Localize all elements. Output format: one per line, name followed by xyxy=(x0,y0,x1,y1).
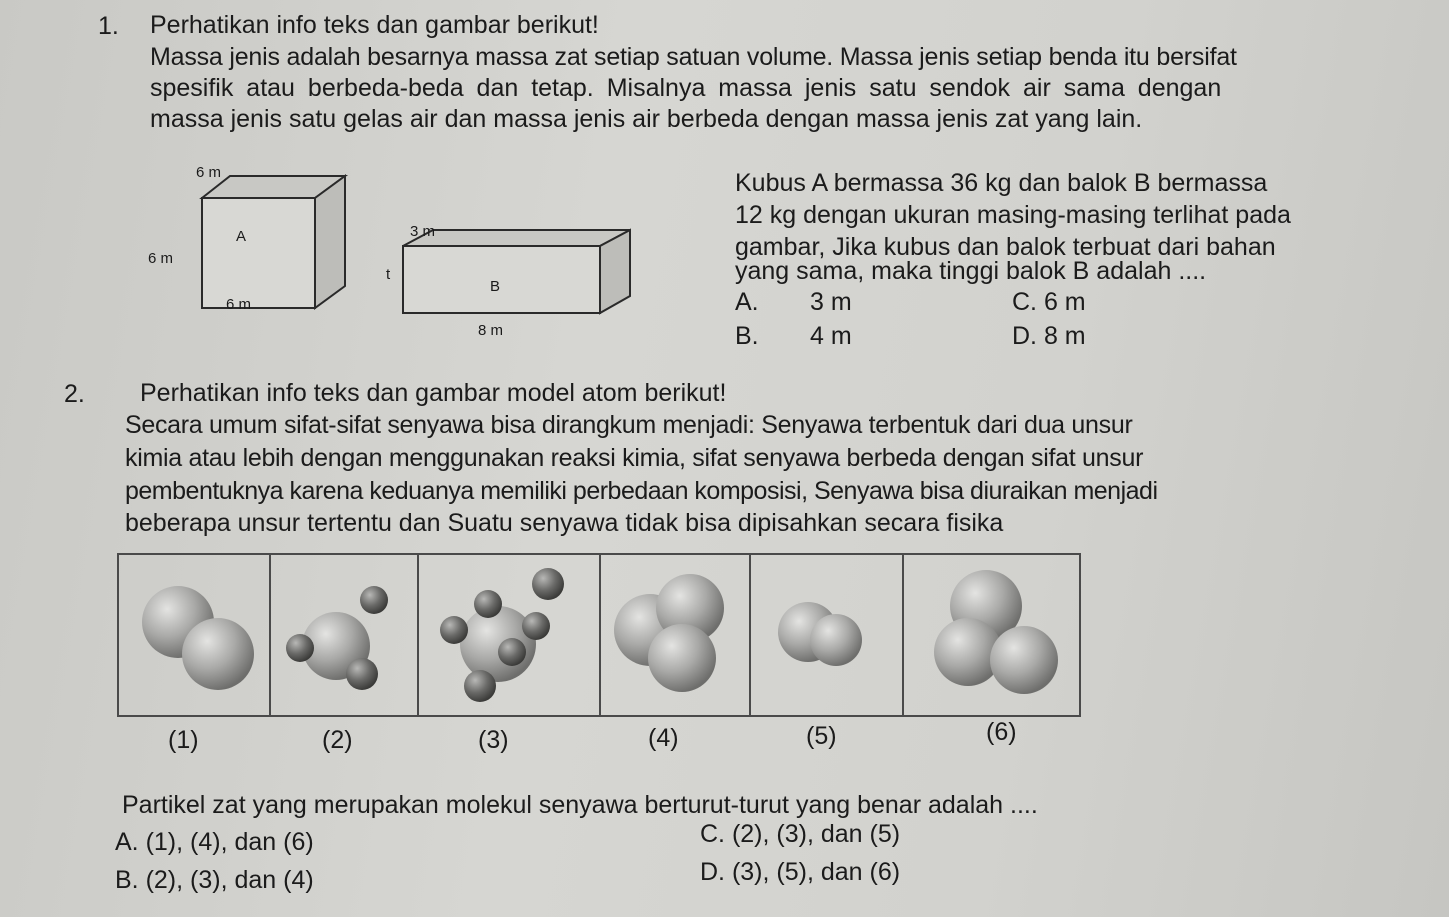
caption-1: (1) xyxy=(168,726,199,754)
caption-6: (6) xyxy=(986,718,1017,746)
atom-model-table xyxy=(118,550,1098,720)
q1-text-line-2: spesifik atau berbeda-beda dan tetap. Misalnya massa jenis satu sendok air sama dengan xyxy=(150,74,1222,102)
q1-option-d: D. 8 m xyxy=(1012,322,1086,350)
q1-question-line-1: Kubus A bermassa 36 kg dan balok B bermassa xyxy=(735,169,1268,197)
cube-left-dimension: 6 m xyxy=(148,250,174,267)
block-label: B xyxy=(490,278,501,295)
cube-label: A xyxy=(236,228,247,245)
q1-option-a-letter: A. xyxy=(735,288,759,316)
q1-text-line-1: Massa jenis adalah besarnya massa zat setiap satuan volume. Massa jenis setiap benda itu bersifat xyxy=(150,43,1237,71)
caption-2: (2) xyxy=(322,726,353,754)
cube-bottom-dimension: 6 m xyxy=(226,296,252,313)
molecule-4 xyxy=(614,574,724,692)
q2-option-c: C. (2), (3), dan (5) xyxy=(700,820,901,848)
block-height-dimension: t xyxy=(386,266,391,283)
q2-question: Partikel zat yang merupakan molekul senyawa berturut-turut yang benar adalah .... xyxy=(122,791,1038,819)
cube-top-dimension: 6 m xyxy=(196,164,222,181)
q2-text-line-4: beberapa unsur tertentu dan Suatu senyawa tidak bisa dipisahkan secara fisika xyxy=(125,509,1004,537)
q1-option-a-text: 3 m xyxy=(810,288,852,316)
caption-4: (4) xyxy=(648,724,679,752)
molecule-1 xyxy=(142,586,254,690)
q1-question-line-2: 12 kg dengan ukuran masing-masing terlihat pada xyxy=(735,201,1291,229)
q2-text-line-1: Secara umum sifat-sifat senyawa bisa dirangkum menjadi: Senyawa terbentuk dari dua unsur xyxy=(125,411,1133,439)
q1-option-b-text: 4 m xyxy=(810,322,852,350)
block-bottom-dimension: 8 m xyxy=(478,322,504,339)
molecule-6 xyxy=(934,570,1058,694)
block-top-dimension: 3 m xyxy=(410,223,436,240)
question-1-heading: Perhatikan info teks dan gambar berikut! xyxy=(150,11,599,39)
q2-option-b: B. (2), (3), dan (4) xyxy=(115,866,314,894)
q1-option-b-letter: B. xyxy=(735,322,759,350)
caption-5: (5) xyxy=(806,722,837,750)
molecule-3 xyxy=(440,568,564,702)
q2-option-a: A. (1), (4), dan (6) xyxy=(115,828,314,856)
q1-question-line-3: gambar, Jika kubus dan balok terbuat dari bahan xyxy=(735,233,1276,261)
q2-text-line-3: pembentuknya karena keduanya memiliki perbedaan komposisi, Senyawa bisa diuraikan menjadi xyxy=(125,477,1158,505)
molecule-5 xyxy=(778,602,862,666)
caption-3: (3) xyxy=(478,726,509,754)
cube-a-diagram xyxy=(190,168,410,328)
q1-question-line-4: yang sama, maka tinggi balok B adalah .... xyxy=(735,257,1207,285)
question-1-number: 1. xyxy=(98,12,119,40)
block-b-diagram xyxy=(395,228,675,338)
q2-text-line-2: kimia atau lebih dengan menggunakan reaksi kimia, sifat senyawa berbeda dengan sifat unsur xyxy=(125,444,1144,472)
question-2-heading: Perhatikan info teks dan gambar model atom berikut! xyxy=(140,379,727,407)
molecule-2 xyxy=(286,586,388,690)
question-2-number: 2. xyxy=(64,380,85,408)
q2-option-d: D. (3), (5), dan (6) xyxy=(700,858,901,886)
q1-option-c: C. 6 m xyxy=(1012,288,1086,316)
q1-text-line-3: massa jenis satu gelas air dan massa jenis air berbeda dengan massa jenis zat yang lain. xyxy=(150,105,1143,133)
